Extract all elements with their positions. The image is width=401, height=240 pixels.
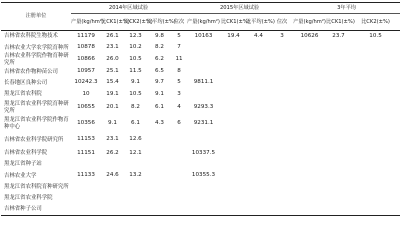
table-cell (326, 148, 351, 159)
table-cell (351, 148, 400, 159)
column-header: 比CK1(±%) (101, 14, 124, 31)
table-cell: 15.4 (106, 79, 119, 86)
table-cell (221, 193, 246, 204)
table-cell: 5 (177, 79, 181, 86)
column-header: 比CK1(±%) (221, 14, 246, 31)
table-cell: 11 (175, 56, 183, 63)
table-cell (246, 181, 271, 192)
row-label-unit: 吉林省农业科学院研究所 (4, 136, 64, 143)
table-cell (271, 53, 293, 66)
table-cell: 19.4 (227, 33, 240, 40)
table-cell (246, 170, 271, 181)
table-cell: 10355.3 (191, 172, 216, 179)
table-cell (124, 204, 147, 216)
table-cell: 6 (177, 120, 181, 127)
table-cell: 11151 (77, 149, 95, 156)
table-cell (351, 170, 400, 181)
table-cell (293, 42, 326, 53)
table-cell (351, 53, 400, 66)
table-cell (246, 66, 271, 77)
table-cell (221, 132, 246, 148)
table-cell (246, 89, 271, 100)
table-cell (172, 170, 186, 181)
column-header: 比CK2(±%) (351, 14, 400, 31)
table-cell (172, 159, 186, 170)
table-cell (271, 77, 293, 88)
table-cell: 6.1 (131, 120, 140, 127)
table-cell (351, 181, 400, 192)
table-cell: 8.2 (155, 44, 164, 51)
table-cell (271, 66, 293, 77)
table-cell (326, 89, 351, 100)
table-row (1, 77, 400, 88)
table-cell (147, 204, 172, 216)
table-cell (326, 77, 351, 88)
table-cell: 23.1 (106, 136, 119, 143)
table-cell: 4.3 (155, 120, 164, 127)
column-header: 位次 (172, 14, 186, 31)
table-cell (221, 77, 246, 88)
table-cell: 9.1 (155, 90, 164, 97)
table-cell (326, 53, 351, 66)
table-cell (221, 148, 246, 159)
table-cell (124, 193, 147, 204)
column-header: 比平均(±%) (246, 14, 271, 31)
table-cell (293, 132, 326, 148)
table-cell: 20.1 (106, 104, 119, 111)
table-cell (246, 159, 271, 170)
table-cell (271, 193, 293, 204)
table-cell: 11153 (77, 136, 95, 143)
row-label-unit: 吉林省种子公司 (1, 204, 71, 216)
row-label-unit: 吉林农业科学院作物育种研究所 (4, 53, 69, 66)
row-label-unit: 黑龙江省种子站 (4, 161, 42, 168)
row-label-unit: 吉林农业大学农学院育种所 (4, 44, 69, 51)
table-cell (246, 132, 271, 148)
table-cell: 26.1 (106, 33, 119, 40)
group-header-average: 3年平均 (293, 3, 400, 14)
table-cell (293, 170, 326, 181)
row-label-unit: 黑龙江省农科院育种研究所 (4, 183, 69, 190)
table-cell (221, 116, 246, 132)
table-cell: 10.2 (129, 44, 142, 51)
table-cell (186, 53, 221, 66)
table-cell: 23.7 (332, 33, 345, 40)
table-cell (271, 89, 293, 100)
table-cell (147, 132, 172, 148)
table-cell (246, 77, 271, 88)
table-cell (293, 116, 326, 132)
group-header-2014: 2014年区域试验 (71, 3, 186, 14)
table-cell (147, 148, 172, 159)
table-cell: 10356 (77, 120, 95, 127)
table-cell (351, 116, 400, 132)
table-cell: 9811.1 (193, 79, 214, 86)
table-cell (221, 89, 246, 100)
table-cell (147, 181, 172, 192)
table-cell (271, 170, 293, 181)
group-header-2015: 2015年区域试验 (186, 3, 293, 14)
table-cell: 4 (177, 104, 181, 111)
data-table-container (0, 2, 401, 213)
table-cell: 10242.3 (74, 79, 98, 86)
table-cell: 5 (177, 33, 181, 40)
table-cell (293, 77, 326, 88)
table-cell: 10626 (300, 33, 319, 40)
table-cell (186, 89, 221, 100)
column-header: 产量(kg/hm²) (71, 14, 101, 31)
row-label-unit: 吉林省农作物种苗公司 (4, 68, 58, 75)
table-cell (351, 100, 400, 116)
table-row (1, 204, 400, 216)
table-row (1, 148, 400, 159)
table-cell: 23.1 (106, 44, 119, 51)
table-row (1, 159, 400, 170)
table-cell (71, 204, 101, 216)
table-cell: 10 (82, 90, 90, 97)
table-cell: 12.3 (129, 33, 142, 40)
table-cell: 10878 (77, 44, 95, 51)
table-cell (293, 53, 326, 66)
table-cell (246, 148, 271, 159)
table-row (1, 53, 400, 66)
table-cell (246, 204, 271, 216)
table-cell (147, 159, 172, 170)
table-cell: 7 (177, 44, 181, 51)
table-cell (246, 116, 271, 132)
table-cell (326, 100, 351, 116)
row-label-unit: 长春地区良种公司 (4, 79, 48, 86)
table-cell (221, 53, 246, 66)
row-label-unit: 黑龙江省农科院 (4, 90, 42, 97)
table-cell: 26.2 (106, 149, 119, 156)
table-cell (186, 181, 221, 192)
table-cell (186, 66, 221, 77)
table-cell: 25.1 (106, 68, 119, 75)
table-cell (172, 204, 186, 216)
table-cell (351, 132, 400, 148)
table-cell: 13.2 (129, 172, 142, 179)
table-cell (246, 100, 271, 116)
table-cell (271, 42, 293, 53)
table-cell (186, 132, 221, 148)
table-cell (326, 170, 351, 181)
table-cell: 6.5 (155, 68, 164, 75)
table-cell (271, 116, 293, 132)
table-cell (147, 170, 172, 181)
table-cell: 12.1 (129, 149, 142, 156)
table-cell (293, 204, 326, 216)
row-label-unit: 黑龙江省农业科学院 (4, 194, 53, 201)
table-cell (271, 159, 293, 170)
table-cell (124, 181, 147, 192)
table-cell: 8 (177, 68, 181, 75)
table-cell (351, 42, 400, 53)
yield-data-table (1, 2, 400, 216)
table-cell (221, 100, 246, 116)
table-cell (221, 42, 246, 53)
table-cell: 4.4 (254, 33, 263, 40)
table-cell (246, 42, 271, 53)
table-cell (351, 204, 400, 216)
table-cell: 10337.5 (191, 149, 216, 156)
column-header: 产量(kg/hm²) (293, 14, 326, 31)
table-cell: 10866 (77, 56, 95, 63)
table-cell (246, 193, 271, 204)
column-header: 产量(kg/hm²) (186, 14, 221, 31)
table-row (1, 116, 400, 132)
table-cell: 9293.3 (193, 104, 214, 111)
table-cell (172, 132, 186, 148)
row-label-unit: 吉林省农科院生物技术 (4, 33, 58, 40)
table-cell: 26.0 (106, 56, 119, 63)
table-cell: 12.6 (129, 136, 142, 143)
table-row (1, 100, 400, 116)
table-cell (293, 100, 326, 116)
table-cell: 10655 (77, 104, 95, 111)
table-cell: 9.8 (155, 33, 164, 40)
table-cell (293, 193, 326, 204)
table-cell (351, 159, 400, 170)
table-cell: 10.5 (129, 56, 142, 63)
table-cell: 10.5 (369, 33, 382, 40)
table-cell: 8.2 (131, 104, 140, 111)
table-cell (101, 159, 124, 170)
table-cell (71, 181, 101, 192)
table-cell (351, 193, 400, 204)
table-cell (101, 204, 124, 216)
corner-header: 注册单位 (1, 3, 71, 31)
table-cell (186, 42, 221, 53)
table-cell (271, 148, 293, 159)
table-cell (326, 193, 351, 204)
table-cell: 3 (177, 90, 181, 97)
table-cell: 6.1 (155, 104, 164, 111)
table-cell (124, 159, 147, 170)
table-cell (271, 181, 293, 192)
table-cell (172, 148, 186, 159)
table-cell (71, 193, 101, 204)
table-cell: 10.5 (129, 90, 142, 97)
table-row (1, 181, 400, 192)
table-cell (326, 132, 351, 148)
table-row (1, 170, 400, 181)
table-cell (186, 193, 221, 204)
table-cell: 6.2 (155, 56, 164, 63)
table-cell: 11.5 (129, 68, 142, 75)
table-cell (293, 148, 326, 159)
row-label-unit: 黑龙江省农业科学院作物育种中心 (4, 117, 69, 130)
table-cell (293, 181, 326, 192)
table-cell (221, 170, 246, 181)
column-header: 比CK2(±%) (124, 14, 147, 31)
table-cell (71, 159, 101, 170)
table-cell: 9.1 (108, 120, 117, 127)
table-cell (271, 100, 293, 116)
table-cell (293, 159, 326, 170)
table-cell (186, 204, 221, 216)
table-cell (326, 116, 351, 132)
table-row (1, 42, 400, 53)
table-cell (271, 204, 293, 216)
table-cell: 19.1 (106, 90, 119, 97)
table-cell: 9.7 (155, 79, 164, 86)
table-cell: 24.6 (106, 172, 119, 179)
row-label-unit: 吉林省农业科学院 (4, 150, 48, 157)
table-cell (147, 193, 172, 204)
table-cell (351, 89, 400, 100)
table-cell (326, 204, 351, 216)
table-cell (351, 77, 400, 88)
table-cell (246, 53, 271, 66)
table-row (1, 89, 400, 100)
table-cell (326, 66, 351, 77)
table-cell (172, 181, 186, 192)
table-cell: 9.1 (131, 79, 140, 86)
table-cell (221, 181, 246, 192)
table-cell (326, 42, 351, 53)
table-cell (172, 193, 186, 204)
table-cell (293, 66, 326, 77)
table-cell (101, 193, 124, 204)
table-cell (221, 66, 246, 77)
table-row (1, 132, 400, 148)
table-cell (221, 204, 246, 216)
table-cell (101, 181, 124, 192)
table-cell (271, 132, 293, 148)
table-cell: 11179 (77, 33, 95, 40)
column-header: 位次 (271, 14, 293, 31)
column-header: 比CK1(±%) (326, 14, 351, 31)
table-cell: 9231.1 (193, 120, 214, 127)
table-row (1, 31, 400, 43)
table-cell: 10957 (77, 68, 95, 75)
table-row (1, 193, 400, 204)
row-label-unit: 黑龙江省农业科学院育种研究所 (4, 101, 69, 114)
table-cell (293, 89, 326, 100)
table-cell (186, 159, 221, 170)
table-cell: 3 (280, 33, 284, 40)
table-body (1, 31, 400, 216)
column-header: 比平均(±%) (147, 14, 172, 31)
row-label-unit: 吉林农业大学 (4, 172, 37, 179)
table-cell (326, 181, 351, 192)
table-cell (351, 66, 400, 77)
table-cell (326, 159, 351, 170)
table-cell: 11133 (77, 172, 95, 179)
table-cell: 10163 (194, 33, 213, 40)
table-cell (221, 159, 246, 170)
table-row (1, 66, 400, 77)
header-row-groups (1, 3, 400, 14)
